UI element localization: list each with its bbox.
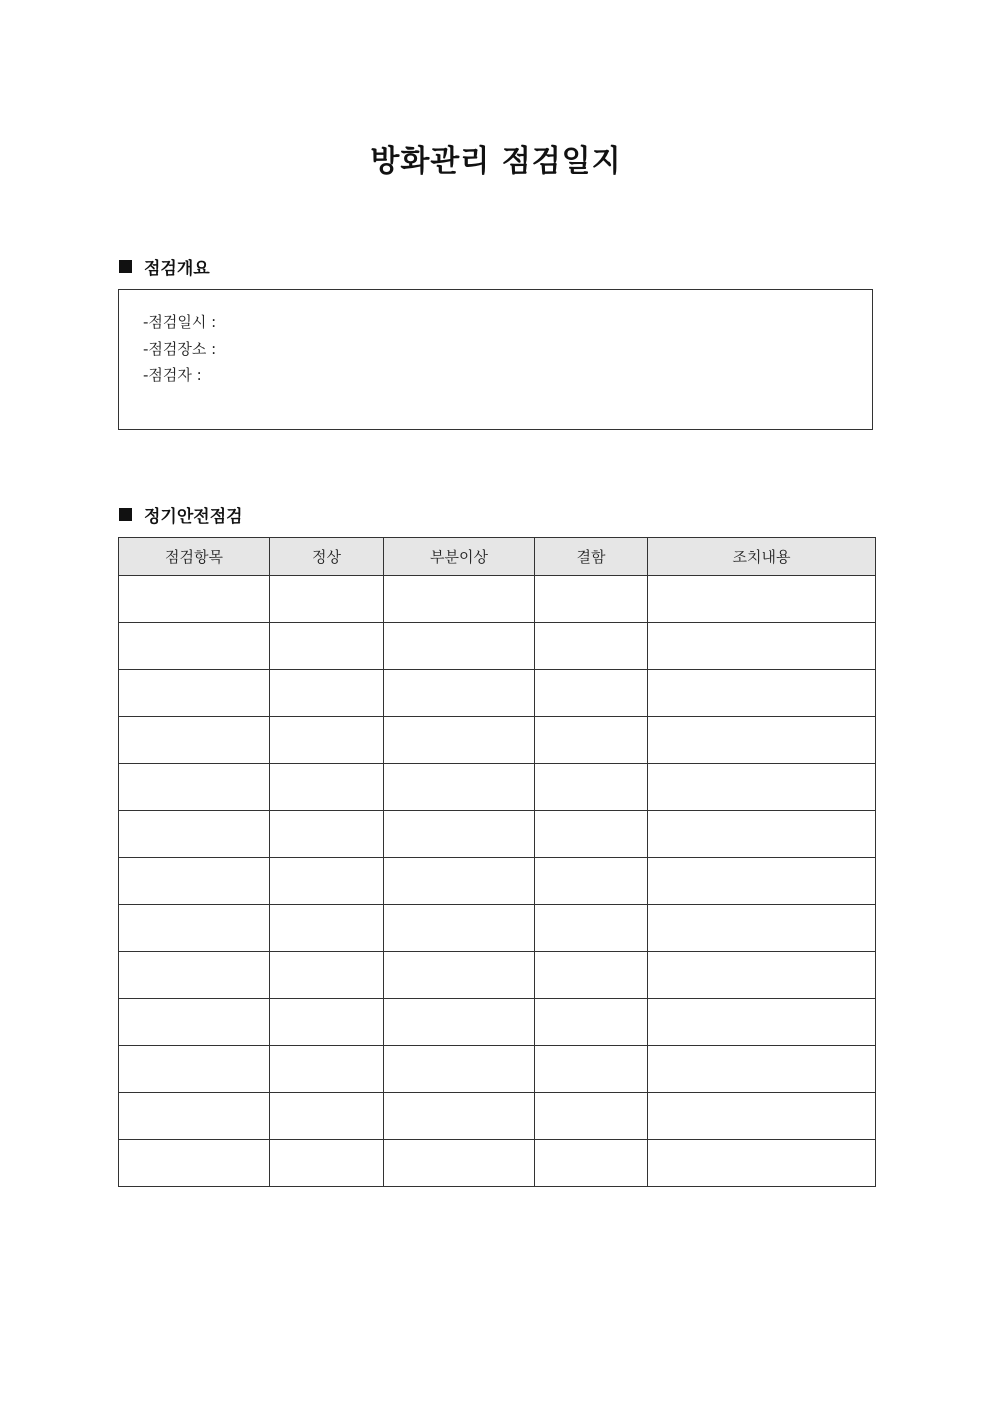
cell-item[interactable]	[119, 1093, 270, 1140]
cell-action[interactable]	[648, 670, 876, 717]
square-bullet-icon	[119, 260, 132, 273]
table-row	[119, 858, 876, 905]
cell-item[interactable]	[119, 952, 270, 999]
cell-partial-issue[interactable]	[384, 764, 535, 811]
cell-defect[interactable]	[535, 952, 648, 999]
cell-partial-issue[interactable]	[384, 999, 535, 1046]
cell-defect[interactable]	[535, 717, 648, 764]
column-header-partial-issue: 부분이상	[384, 538, 535, 576]
cell-normal[interactable]	[270, 670, 384, 717]
cell-item[interactable]	[119, 764, 270, 811]
cell-item[interactable]	[119, 811, 270, 858]
table-row	[119, 764, 876, 811]
cell-item[interactable]	[119, 576, 270, 623]
cell-partial-issue[interactable]	[384, 670, 535, 717]
column-header-item: 점검항목	[119, 538, 270, 576]
table-header-row	[119, 538, 876, 576]
cell-partial-issue[interactable]	[384, 811, 535, 858]
table-row	[119, 952, 876, 999]
cell-item[interactable]	[119, 717, 270, 764]
cell-defect[interactable]	[535, 576, 648, 623]
cell-normal[interactable]	[270, 764, 384, 811]
cell-normal[interactable]	[270, 717, 384, 764]
table-row	[119, 623, 876, 670]
cell-action[interactable]	[648, 764, 876, 811]
cell-normal[interactable]	[270, 905, 384, 952]
table-row	[119, 1140, 876, 1187]
cell-partial-issue[interactable]	[384, 717, 535, 764]
cell-action[interactable]	[648, 717, 876, 764]
cell-action[interactable]	[648, 1140, 876, 1187]
inspection-table	[118, 537, 876, 1187]
cell-normal[interactable]	[270, 1093, 384, 1140]
document-title: 방화관리 점검일지	[370, 144, 622, 179]
cell-normal[interactable]	[270, 623, 384, 670]
inspection-location-field[interactable]: -점검장소 :	[143, 339, 217, 358]
table-row	[119, 811, 876, 858]
column-header-action: 조치내용	[648, 538, 876, 576]
cell-action[interactable]	[648, 905, 876, 952]
table-row	[119, 670, 876, 717]
cell-partial-issue[interactable]	[384, 623, 535, 670]
cell-defect[interactable]	[535, 858, 648, 905]
cell-normal[interactable]	[270, 1140, 384, 1187]
overview-section-heading	[119, 254, 210, 279]
cell-normal[interactable]	[270, 1046, 384, 1093]
table-row	[119, 1093, 876, 1140]
table-row	[119, 1046, 876, 1093]
cell-action[interactable]	[648, 858, 876, 905]
cell-action[interactable]	[648, 576, 876, 623]
cell-defect[interactable]	[535, 811, 648, 858]
square-bullet-icon	[119, 508, 132, 521]
cell-item[interactable]	[119, 1140, 270, 1187]
table-row	[119, 576, 876, 623]
cell-partial-issue[interactable]	[384, 952, 535, 999]
cell-defect[interactable]	[535, 1046, 648, 1093]
cell-defect[interactable]	[535, 623, 648, 670]
inspector-field[interactable]: -점검자 :	[143, 366, 202, 384]
cell-defect[interactable]	[535, 670, 648, 717]
inspection-table-body	[119, 576, 876, 1187]
table-row	[119, 905, 876, 952]
cell-action[interactable]	[648, 623, 876, 670]
cell-action[interactable]	[648, 952, 876, 999]
cell-normal[interactable]	[270, 811, 384, 858]
cell-defect[interactable]	[535, 999, 648, 1046]
cell-defect[interactable]	[535, 1093, 648, 1140]
inspection-section-heading	[119, 502, 243, 527]
cell-normal[interactable]	[270, 858, 384, 905]
cell-defect[interactable]	[535, 764, 648, 811]
cell-action[interactable]	[648, 999, 876, 1046]
cell-item[interactable]	[119, 623, 270, 670]
cell-item[interactable]	[119, 1046, 270, 1093]
cell-defect[interactable]	[535, 1140, 648, 1187]
cell-partial-issue[interactable]	[384, 905, 535, 952]
cell-partial-issue[interactable]	[384, 1140, 535, 1187]
cell-normal[interactable]	[270, 999, 384, 1046]
cell-normal[interactable]	[270, 952, 384, 999]
cell-item[interactable]	[119, 905, 270, 952]
overview-box	[118, 289, 873, 430]
inspection-heading-label: 정기안전점검	[144, 507, 243, 527]
cell-action[interactable]	[648, 811, 876, 858]
cell-defect[interactable]	[535, 905, 648, 952]
cell-partial-issue[interactable]	[384, 1093, 535, 1140]
column-header-normal: 정상	[270, 538, 384, 576]
cell-item[interactable]	[119, 858, 270, 905]
cell-partial-issue[interactable]	[384, 576, 535, 623]
cell-normal[interactable]	[270, 576, 384, 623]
column-header-defect: 결함	[535, 538, 648, 576]
cell-item[interactable]	[119, 670, 270, 717]
inspection-date-field[interactable]: -점검일시 :	[143, 313, 217, 331]
table-row	[119, 999, 876, 1046]
table-row	[119, 717, 876, 764]
cell-item[interactable]	[119, 999, 270, 1046]
cell-partial-issue[interactable]	[384, 858, 535, 905]
cell-partial-issue[interactable]	[384, 1046, 535, 1093]
overview-heading-label: 점검개요	[144, 259, 210, 279]
cell-action[interactable]	[648, 1046, 876, 1093]
cell-action[interactable]	[648, 1093, 876, 1140]
